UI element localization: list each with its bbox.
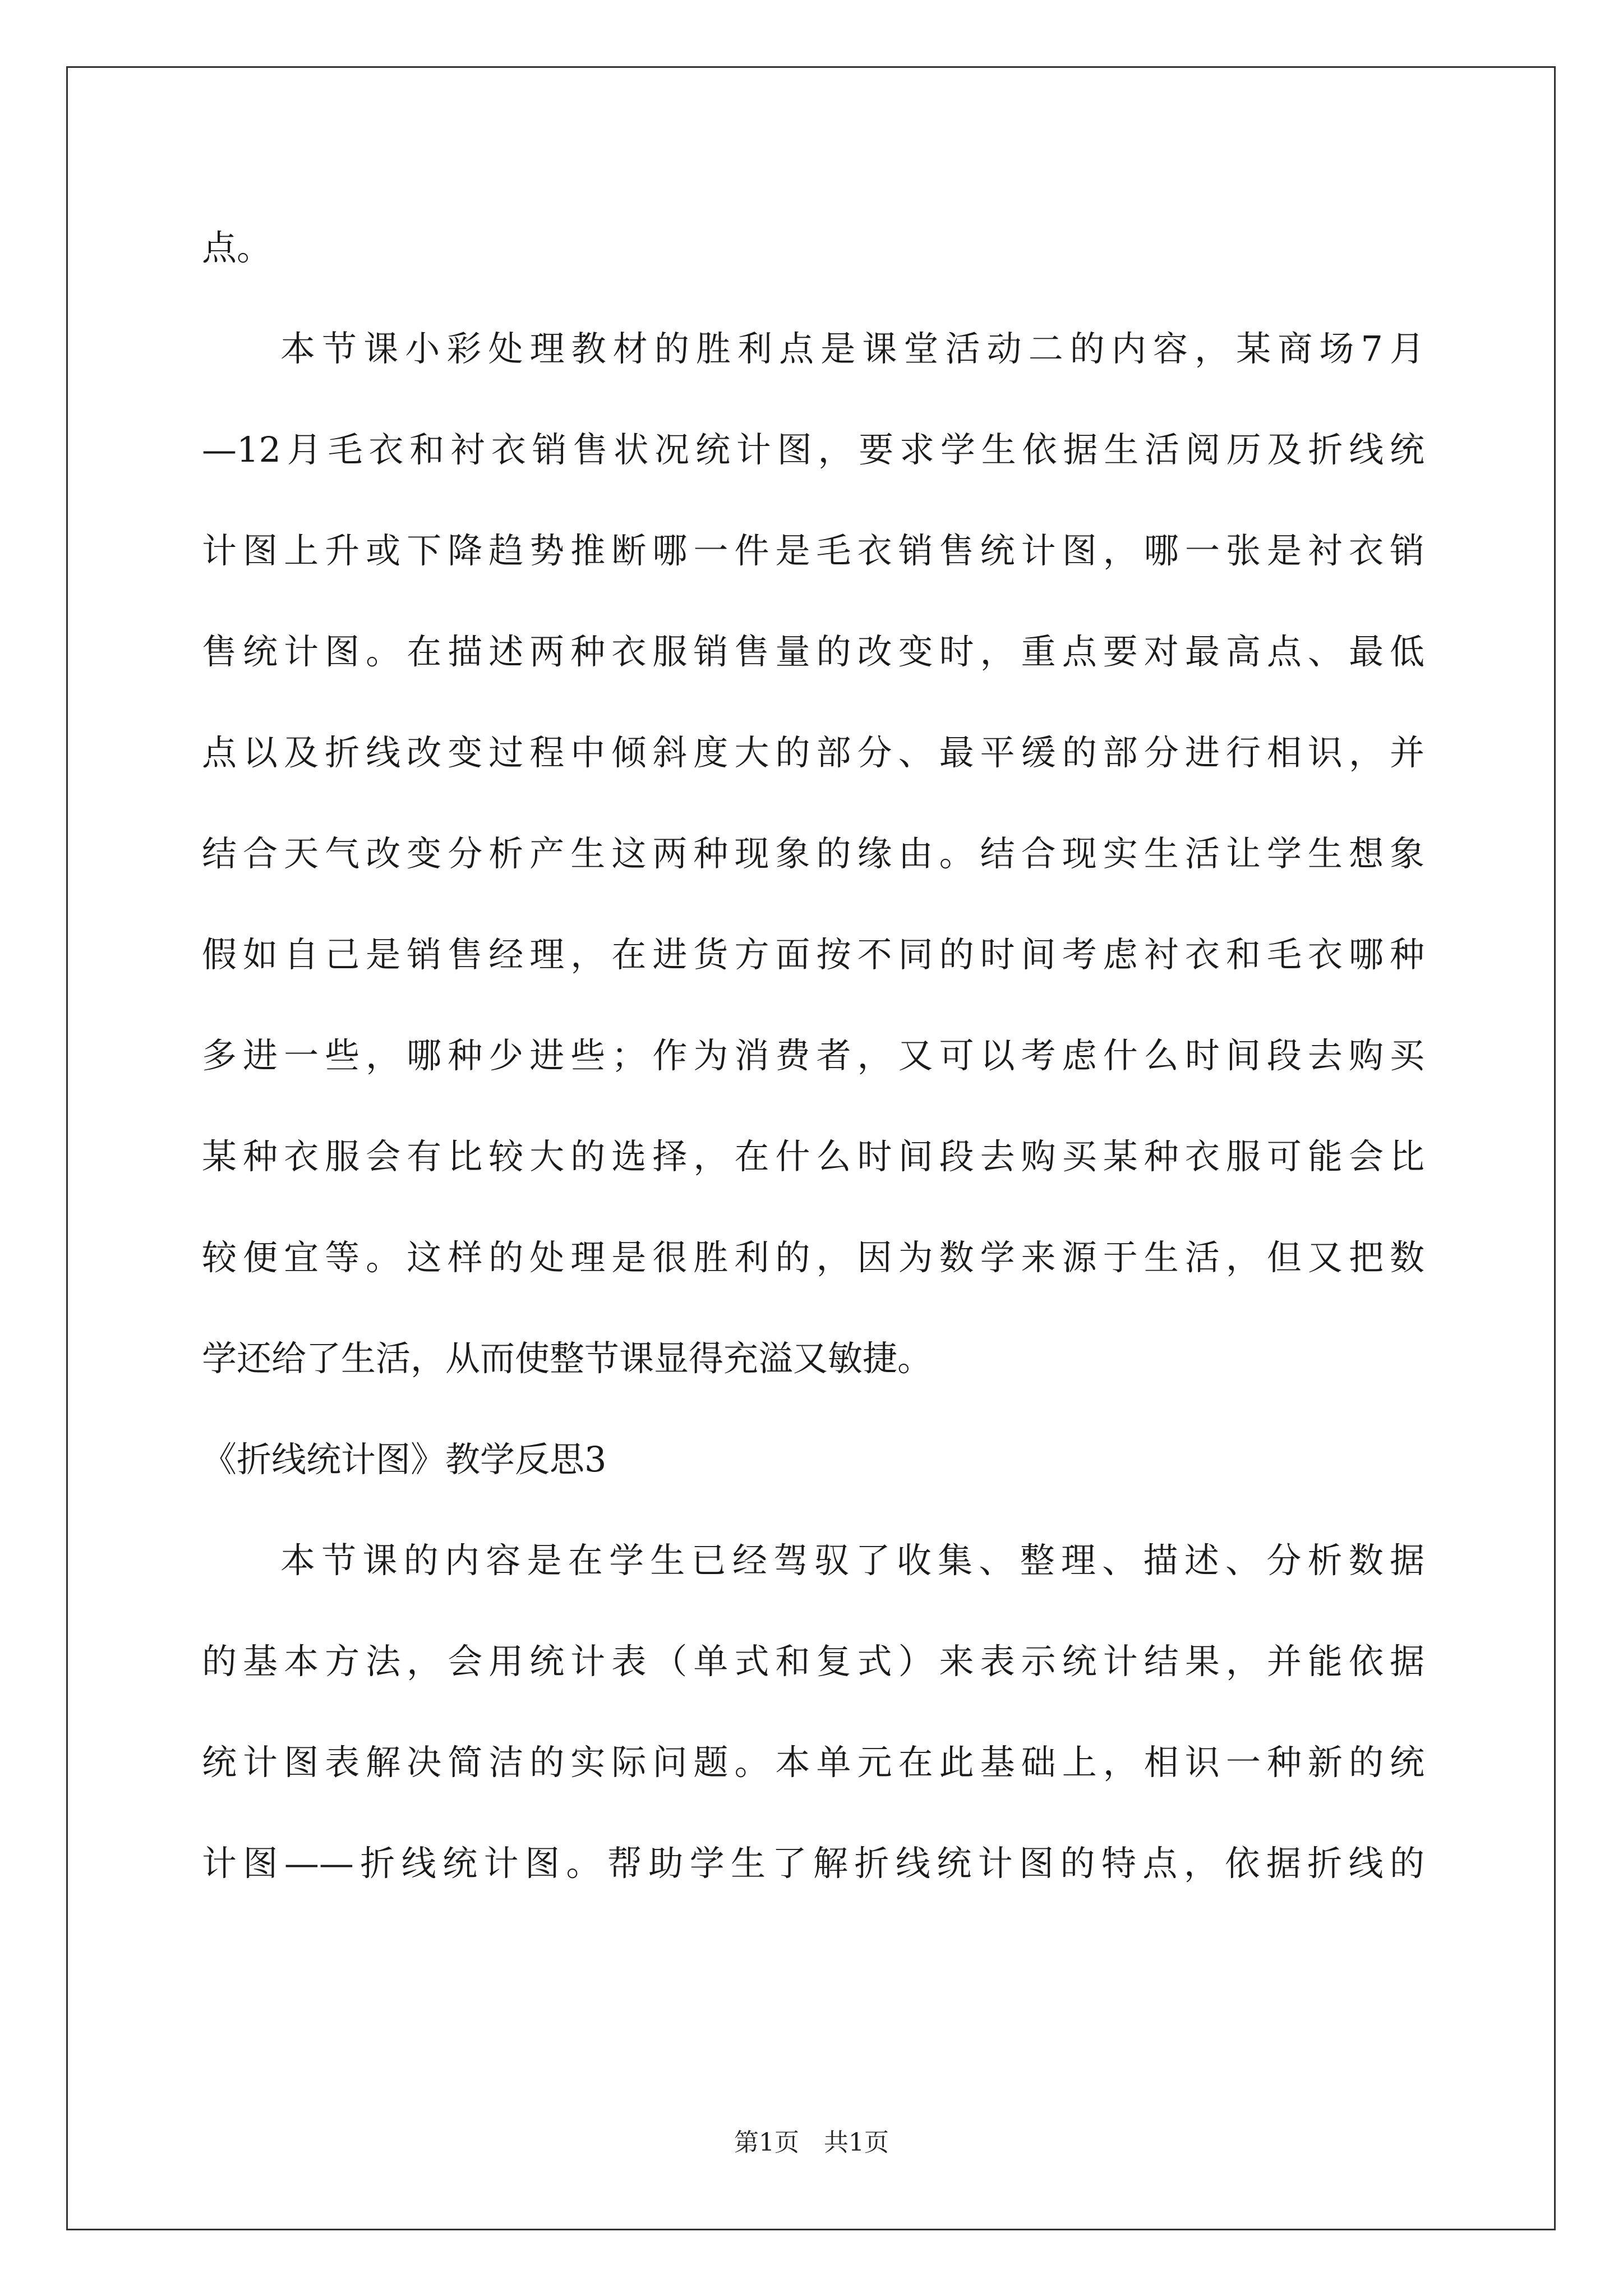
text-line: 较便宜等。这样的处理是很胜利的，因为数学来源于生活，但又把数 <box>202 1237 1424 1278</box>
text-line: 计图上升或下降趋势推断哪一件是毛衣销售统计图，哪一张是衬衣销 <box>202 530 1424 571</box>
text-line: 本节课小彩处理教材的胜利点是课堂活动二的内容，某商场7月 <box>280 328 1424 369</box>
text-line: 多进一些，哪种少进些；作为消费者，又可以考虑什么时间段去购买 <box>202 1035 1424 1076</box>
text-line: 点。 <box>202 227 272 268</box>
text-line: 本节课的内容是在学生已经驾驭了收集、整理、描述、分析数据 <box>280 1540 1424 1581</box>
text-line: 统计图表解决简洁的实际问题。本单元在此基础上，相识一种新的统 <box>202 1742 1424 1783</box>
section-heading: 《折线统计图》教学反思3 <box>202 1439 607 1480</box>
text-line: 假如自己是销售经理，在进货方面按不同的时间考虑衬衣和毛衣哪种 <box>202 934 1424 975</box>
text-line: 学还给了生活，从而使整节课显得充溢又敏捷。 <box>202 1338 933 1379</box>
text-line: 结合天气改变分析产生这两种现象的缘由。结合现实生活让学生想象 <box>202 833 1424 874</box>
text-line: 的基本方法，会用统计表（单式和复式）来表示统计结果，并能依据 <box>202 1641 1424 1682</box>
text-line: 售统计图。在描述两种衣服销售量的改变时，重点要对最高点、最低 <box>202 631 1424 672</box>
text-line: —12月毛衣和衬衣销售状况统计图，要求学生依据生活阅历及折线统 <box>202 429 1424 470</box>
text-line: 某种衣服会有比较大的选择，在什么时间段去购买某种衣服可能会比 <box>202 1136 1424 1177</box>
page-footer: 第1页 共1页 <box>734 2128 889 2157</box>
text-line: 计图——折线统计图。帮助学生了解折线统计图的特点，依据折线的 <box>202 1843 1424 1884</box>
text-line: 点以及折线改变过程中倾斜度大的部分、最平缓的部分进行相识，并 <box>202 732 1424 773</box>
